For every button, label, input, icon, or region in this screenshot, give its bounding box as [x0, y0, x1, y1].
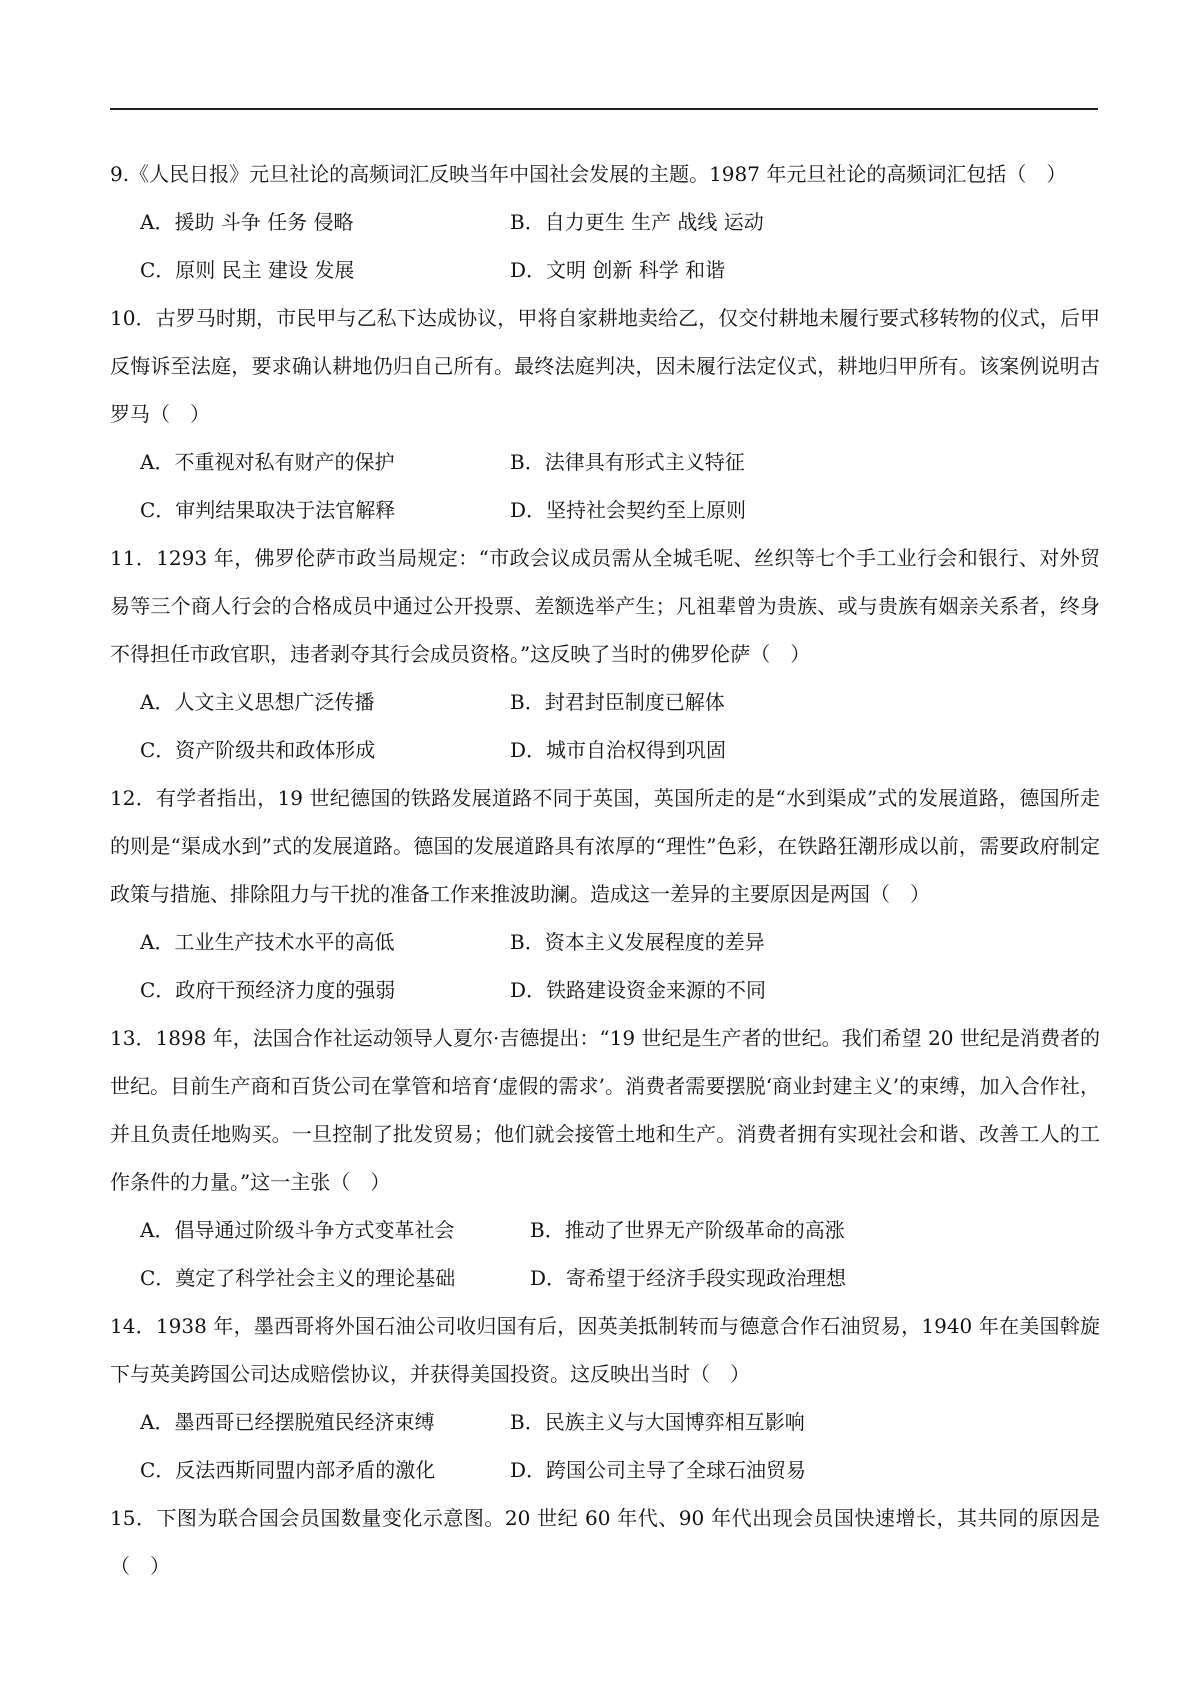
question-10 [110, 294, 1100, 534]
option-d: D．坚持社会契约至上原则 [510, 498, 747, 522]
question-stem: 15．下图为联合国会员国数量变化示意图。20 世纪 60 年代、90 年代出现会员国快速增长，其共同的原因是（ ） [110, 1506, 1100, 1578]
option-row [110, 438, 1100, 486]
question-11 [110, 534, 1100, 774]
option-row [110, 966, 1100, 1014]
option-d: D．城市自治权得到巩固 [510, 738, 727, 762]
option-c: C．政府干预经济力度的强弱 [140, 978, 396, 1002]
option-c: C．反法西斯同盟内部矛盾的激化 [140, 1458, 436, 1482]
question-15 [110, 1494, 1100, 1590]
option-a: A．人文主义思想广泛传播 [140, 690, 375, 714]
question-stem: 9.《人民日报》元旦社论的高频词汇反映当年中国社会发展的主题。1987 年元旦社论的高频词汇包括（ ） [110, 162, 1067, 186]
option-row [110, 1398, 1100, 1446]
option-b: B．法律具有形式主义特征 [510, 450, 745, 474]
option-row [110, 726, 1100, 774]
option-b: B．民族主义与大国博弈相互影响 [510, 1410, 805, 1434]
option-b: B．封君封臣制度已解体 [510, 690, 725, 714]
option-d: D．跨国公司主导了全球石油贸易 [510, 1458, 807, 1482]
question-12 [110, 774, 1100, 1014]
option-d: D．文明 创新 科学 和谐 [510, 258, 726, 282]
question-list [110, 150, 1100, 1590]
option-a: A．援助 斗争 任务 侵略 [140, 210, 354, 234]
option-b: B．推动了世界无产阶级革命的高涨 [530, 1218, 845, 1242]
header-rule [110, 108, 1098, 110]
option-row [110, 918, 1100, 966]
option-row [110, 486, 1100, 534]
option-a: A．倡导通过阶级斗争方式变革社会 [140, 1218, 455, 1242]
option-c: C．资产阶级共和政体形成 [140, 738, 376, 762]
question-9 [110, 150, 1100, 294]
question-stem: 13．1898 年，法国合作社运动领导人夏尔·吉德提出：“19 世纪是生产者的世纪。我们希望 20 世纪是消费者的世纪。目前生产商和百货公司在掌管和培育‘虚假的需求’。消费者需要摆脱‘商业封建主义’的束缚，加入合作社，并且负责任地购买。一旦控制了批发贸易；他们就会接管土地和生产。消费者拥有实现社会和谐、改善工人的工作条件的力量。”这一主张（ ） [110, 1026, 1100, 1194]
option-a: A．不重视对私有财产的保护 [140, 450, 395, 474]
question-stem: 11．1293 年，佛罗伦萨市政当局规定：“市政会议成员需从全城毛呢、丝织等七个手工业行会和银行、对外贸易等三个商人行会的合格成员中通过公开投票、差额选举产生；凡祖辈曾为贵族、或与贵族有姻亲关系者，终身不得担任市政官职，违者剥夺其行会成员资格。”这反映了当时的佛罗伦萨（ ） [110, 546, 1100, 666]
option-row [110, 678, 1100, 726]
option-row [110, 1206, 1100, 1254]
option-c: C．原则 民主 建设 发展 [140, 258, 355, 282]
option-b: B．资本主义发展程度的差异 [510, 930, 765, 954]
option-row [110, 198, 1100, 246]
option-d: D．寄希望于经济手段实现政治理想 [530, 1266, 847, 1290]
option-row [110, 246, 1100, 294]
question-stem: 10．古罗马时期，市民甲与乙私下达成协议，甲将自家耕地卖给乙，仅交付耕地未履行要式移转物的仪式，后甲反悔诉至法庭，要求确认耕地仍归自己所有。最终法庭判决，因未履行法定仪式，耕地归甲所有。该案例说明古罗马（ ） [110, 306, 1100, 426]
option-d: D．铁路建设资金来源的不同 [510, 978, 767, 1002]
option-c: C．审判结果取决于法官解释 [140, 498, 396, 522]
option-row [110, 1446, 1100, 1494]
option-row [110, 1254, 1100, 1302]
question-stem: 12．有学者指出，19 世纪德国的铁路发展道路不同于英国，英国所走的是“水到渠成”式的发展道路，德国所走的则是“渠成水到”式的发展道路。德国的发展道路具有浓厚的“理性”色彩，在铁路狂潮形成以前，需要政府制定政策与措施、排除阻力与干扰的准备工作来推波助澜。造成这一差异的主要原因是两国（ ） [110, 786, 1100, 906]
question-stem: 14．1938 年，墨西哥将外国石油公司收归国有后，因英美抵制转而与德意合作石油贸易，1940 年在美国斡旋下与英美跨国公司达成赔偿协议，并获得美国投资。这反映出当时（ ） [110, 1314, 1100, 1386]
option-a: A．墨西哥已经摆脱殖民经济束缚 [140, 1410, 435, 1434]
question-14 [110, 1302, 1100, 1494]
option-a: A．工业生产技术水平的高低 [140, 930, 395, 954]
question-13 [110, 1014, 1100, 1302]
option-b: B．自力更生 生产 战线 运动 [510, 210, 764, 234]
option-c: C．奠定了科学社会主义的理论基础 [140, 1266, 456, 1290]
